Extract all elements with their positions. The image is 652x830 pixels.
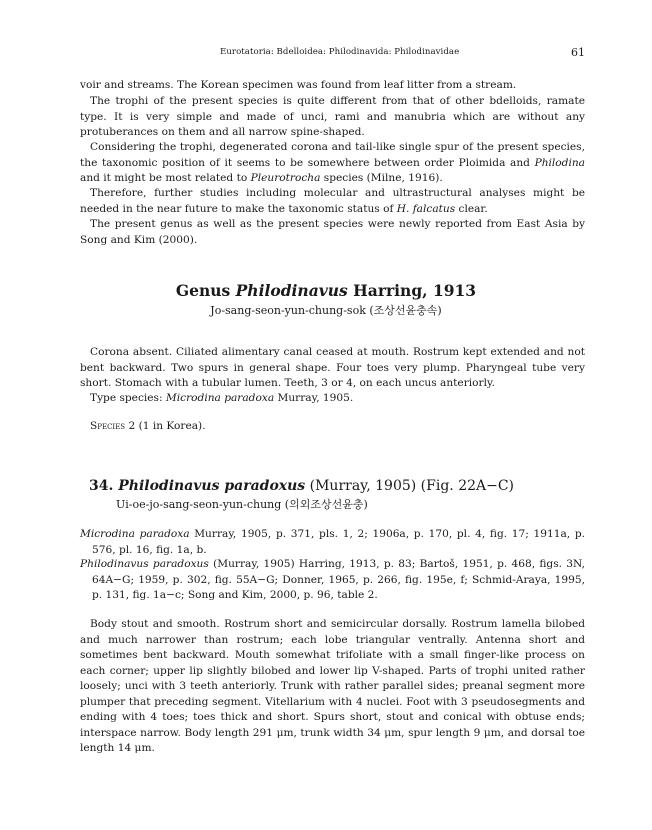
species-description: Body stout and smooth. Rostrum short and semicircular dorsally. Rostrum lamella bilobed and much narrower than rostrum; each lobe triangular ventrally. Antenna short and sometimes bent backward. Mouth somewhat trifoliate with a small finger-like process on each corner; upper lip slightly bilobed and lower lip V-shaped. Parts of trophi united rather loosely; unci with 3 teeth anteriorly. Trunk with rather parallel sides; preanal segment more plumper that preceding segment. Vitellarium with 4 nuclei. Foot with 3 pseudosegments and ending with 4 toes; toes thick and short. Spurs short, stout and conical with obtuse ends; interspace narrow. Body length 291 μm, trunk width 34 μm, spur length 9 μm, and dorsal toe length 14 μm. <box>80 618 585 754</box>
type-species-name: Microdina paradoxa <box>165 392 275 404</box>
synonym-entry-1: Microdina paradoxa Murray, 1905, p. 371, pls. 1, 2; 1906a, p. 170, pl. 4, fig. 17; 1911a, p. 576, pl. 16, fig. 1a, b. <box>80 528 585 556</box>
genus-name-philodina: Philodina <box>534 156 585 169</box>
species-label: Species <box>90 420 126 432</box>
intro-paragraph-5: The present genus as well as the present species were newly reported from East Asia by Song and Kim (2000). <box>80 218 585 246</box>
genus-heading: Genus Philodinavus Harring, 1913 <box>175 281 477 300</box>
intro-paragraph-1: voir and streams. The Korean specimen was found from leaf litter from a stream. <box>80 79 517 91</box>
intro-paragraph-2: The trophi of the present species is quite different from that of other bdelloids, ramate type. It is very simple and made of unci, rami and manubria which are without any protuberances on them and all narrow spine-shaped. <box>80 95 585 138</box>
genus-heading-name: Philodinavus <box>235 281 348 300</box>
genus-korean-name: Jo-sang-seon-yun-chung-sok (조상선윤충속) <box>210 304 442 317</box>
genus-name-pleurotrocha: Pleurotrocha <box>250 172 321 184</box>
type-species: Type species: Microdina paradoxa Murray, 1905. <box>90 392 354 404</box>
intro-paragraph-3: Considering the trophi, degenerated corona and tail-like single spur of the present species, the taxonomic position of it seems to be somewhere between order Ploimida and Philodina and it might be most related to Pleurotrocha species (Milne, 1916). <box>80 141 585 184</box>
species-heading: 34. Philodinavus paradoxus (Murray, 1905) (Fig. 22A−C) <box>89 478 515 494</box>
synonym-entry-2: Philodinavus paradoxus (Murray, 1905) Harring, 1913, p. 83; Bartoš, 1951, p. 468, figs. 3N, 64A−G; 1959, p. 302, fig. 55A−G; Donner, 1965, p. 266, fig. 195e, f; Schmid-Araya, 1995, p. 131, fig. 1a−c; Song and Kim, 2000, p. 96, table 2. <box>80 558 585 601</box>
intro-paragraph-4: Therefore, further studies including molecular and ultrastructural analyses might be needed in the near future to make the taxonomic status of H. falcatus clear. <box>80 187 585 215</box>
genus-description: Corona absent. Ciliated alimentary canal ceased at mouth. Rostrum kept extended and not bent backward. Two spurs in general shape. Four toes very plump. Pharyngeal tube very short. Stomach with a tubular lumen. Teeth, 3 or 4, on each uncus anteriorly. <box>80 346 585 389</box>
species-heading-name: Philodinavus paradoxus <box>118 478 306 494</box>
running-header <box>80 46 585 64</box>
running-title: Eurotatoria: Bdelloidea: Philodinavida: Philodinavidae <box>220 47 460 57</box>
species-korean-name: Ui-oe-jo-sang-seon-yun-chung (의외조상선윤충) <box>116 498 368 511</box>
species-count: Species 2 (1 in Korea). <box>90 420 206 432</box>
page-number: 61 <box>571 46 585 59</box>
species-name-falcatus: H. falcatus <box>396 202 456 215</box>
